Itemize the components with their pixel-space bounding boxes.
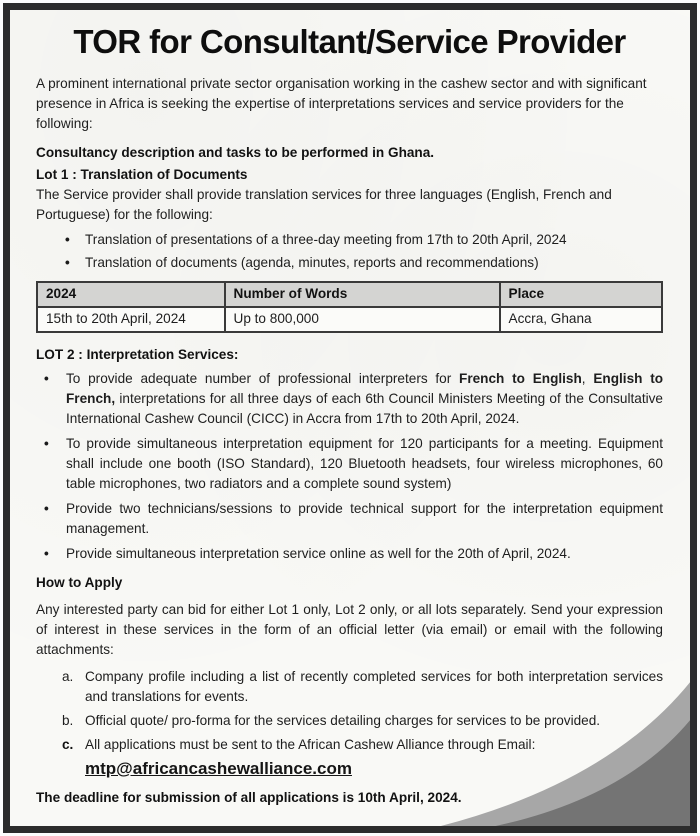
table-row <box>37 307 662 332</box>
table-cell-dates: 15th to 20th April, 2024 <box>37 307 225 332</box>
lot2-bullet1-separator: , <box>581 371 594 386</box>
table-header-number-of-words: Number of Words <box>225 282 500 307</box>
schedule-table <box>36 281 663 333</box>
list-item-text: Official quote/ pro-forma for the services detailing charges for services to be provided. <box>85 713 601 728</box>
lot2-bullet1-bold-english-to-french: English to French, <box>66 371 664 406</box>
list-item-send-applications <box>36 735 663 781</box>
table-header-row <box>37 282 662 307</box>
list-item-official-quote <box>36 711 663 731</box>
application-requirements-list <box>36 667 663 781</box>
lot2-bullet-equipment: • To provide simultaneous interpretation equipment for 120 participants for a meeting. Equipment shall include one booth (ISO Standard), 120 Bluetooth headsets, four wireless microphones, 60 table microphones, two radiators and a complete sound system) <box>36 434 663 494</box>
list-item-text <box>85 735 663 781</box>
lot1-bullet-list <box>36 230 663 273</box>
send-applications-text: All applications must be sent to the African Cashew Alliance through Email: <box>85 737 536 752</box>
intro-paragraph: A prominent international private sector organisation working in the cashew sector and with significant presence in Africa is seeking the expertise of interpretations services and service providers for the following: <box>36 76 647 131</box>
consultancy-heading: Consultancy description and tasks to be performed in Ghana. <box>36 145 435 160</box>
lot2-bullet-list <box>36 369 663 564</box>
list-marker-b: b. <box>62 713 74 728</box>
lot2-bullet1-bold-french-to-english: French to English <box>459 371 582 386</box>
lot2-bullet1-text: To provide adequate number of professional interpreters for <box>66 371 460 386</box>
table-header-place: Place <box>500 282 663 307</box>
lot2-bullet-interpreters <box>36 369 663 429</box>
list-item-text: Company profile including a list of recently completed services for both interpretation services and translations for events. <box>85 669 663 704</box>
lot2-bullet-technicians: • Provide two technicians/sessions to provide technical support for the interpretation equipment management. <box>36 499 663 539</box>
lot1-description: The Service provider shall provide translation services for three languages (English, French and Portuguese) for the following: <box>36 187 612 222</box>
table-header-year: 2024 <box>37 282 225 307</box>
list-item-company-profile <box>36 667 663 707</box>
document-page <box>3 3 697 833</box>
how-to-apply-intro: Any interested party can bid for either Lot 1 only, Lot 2 only, or all lots separately. Send your expression of interest in these services in the form of an official letter (via email) or email with the following attachments: <box>36 602 663 657</box>
lot2-heading: LOT 2 : Interpretation Services: <box>36 347 239 362</box>
how-to-apply-heading: How to Apply <box>36 575 123 590</box>
document-content <box>10 10 690 808</box>
email-address: mtp@africancashewalliance.com <box>85 759 352 778</box>
table-cell-location: Accra, Ghana <box>500 307 663 332</box>
deadline-note: The deadline for submission of all applications is 10th April, 2024. <box>36 790 462 805</box>
table-cell-word-count: Up to 800,000 <box>225 307 500 332</box>
lot2-bullet-online-service: • Provide simultaneous interpretation service online as well for the 20th of April, 2024. <box>36 544 663 564</box>
lot1-heading: Lot 1 : Translation of Documents <box>36 167 248 182</box>
lot1-bullet-translation-presentations: • Translation of presentations of a three-day meeting from 17th to 20th April, 2024 <box>36 230 663 250</box>
lot2-bullet1-text-continued: interpretations for all three days of each 6th Council Ministers Meeting of the Consultative International Cashew Council (CICC) in Accra from 17th to 20th April, 2024. <box>66 391 663 426</box>
list-marker-c: c. <box>62 737 74 752</box>
list-marker-a: a. <box>62 669 74 684</box>
lot1-bullet-translation-documents: • Translation of documents (agenda, minutes, reports and recommendations) <box>36 253 663 273</box>
page-title: TOR for Consultant/Service Provider <box>73 23 626 60</box>
